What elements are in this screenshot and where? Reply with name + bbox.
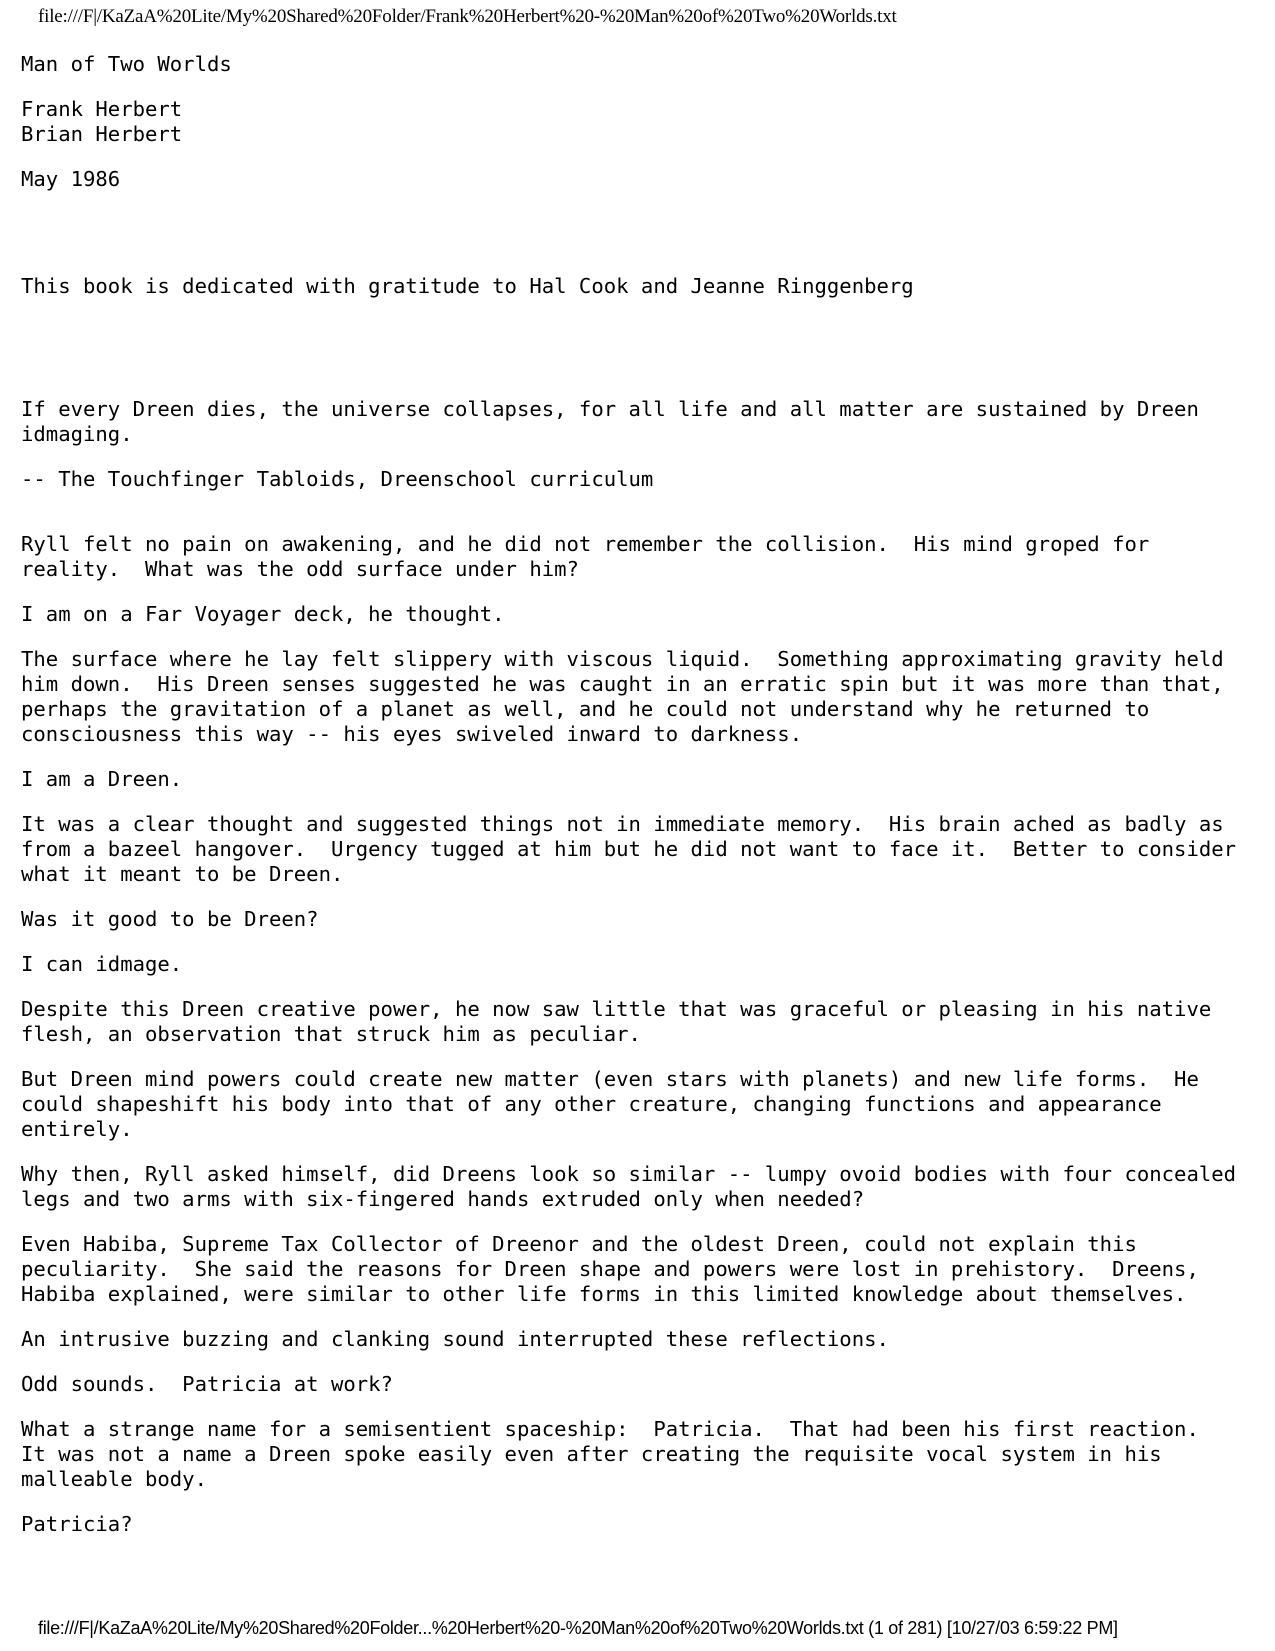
paragraph: The surface where he lay felt slippery with viscous liquid. Something approximating gravity held him down. His Dreen senses suggested he was caught in an erratic spin but it was more than that, perhaps the gravitation of a planet as well, and he could not understand why he returned to consciousness this way -- his eyes swiveled inward to darkness. xyxy=(21,647,1224,746)
paragraph: I am on a Far Voyager deck, he thought. xyxy=(21,602,505,626)
paragraph: It was a clear thought and suggested things not in immediate memory. His brain ached as badly as from a bazeel hangover. Urgency tugged at him but he did not want to face it. Better to consider what it meant to be Dreen. xyxy=(21,812,1237,886)
paragraph: Was it good to be Dreen? xyxy=(21,907,319,931)
paragraph: Even Habiba, Supreme Tax Collector of Dreenor and the oldest Dreen, could not explain this peculiarity. She said the reasons for Dreen shape and powers were lost in prehistory. Dreens, Habiba explained, were similar to other life forms in this limited knowledge about themselves. xyxy=(21,1232,1199,1306)
document-body xyxy=(21,52,1266,1557)
paragraph: Patricia? xyxy=(21,1512,133,1536)
paragraph: I am a Dreen. xyxy=(21,767,183,791)
footer-file-url: file:///F|/KaZaA%20Lite/My%20Shared%20Folder...%20Herbert%20-%20Man%20of%20Two%20Worlds.txt (1 of 281) [10/27/03 6:59:22 PM] xyxy=(38,1618,1118,1638)
epigraph-source: -- The Touchfinger Tabloids, Dreenschool curriculum xyxy=(21,467,654,491)
book-authors: Frank Herbert Brian Herbert xyxy=(21,97,183,146)
paragraph: Ryll felt no pain on awakening, and he did not remember the collision. His mind groped for reality. What was the odd surface under him? xyxy=(21,532,1150,581)
book-title: Man of Two Worlds xyxy=(21,52,232,76)
paragraph: Why then, Ryll asked himself, did Dreens look so similar -- lumpy ovoid bodies with four concealed legs and two arms with six-fingered hands extruded only when needed? xyxy=(21,1162,1237,1211)
paragraph: But Dreen mind powers could create new matter (even stars with planets) and new life forms. He could shapeshift his body into that of any other creature, changing functions and appearance entirely. xyxy=(21,1067,1199,1141)
publication-date: May 1986 xyxy=(21,167,121,191)
paragraph: Odd sounds. Patricia at work? xyxy=(21,1372,393,1396)
paragraph: An intrusive buzzing and clanking sound interrupted these reflections. xyxy=(21,1327,889,1351)
paragraph: Despite this Dreen creative power, he now saw little that was graceful or pleasing in his native flesh, an observation that struck him as peculiar. xyxy=(21,997,1212,1046)
header-file-url: file:///F|/KaZaA%20Lite/My%20Shared%20Folder/Frank%20Herbert%20-%20Man%20of%20Two%20Worlds.txt xyxy=(38,6,897,27)
epigraph: If every Dreen dies, the universe collapses, for all life and all matter are sustained by Dreen idmaging. xyxy=(21,397,1199,446)
paragraph: What a strange name for a semisentient spaceship: Patricia. That had been his first reaction. It was not a name a Dreen spoke easily even after creating the requisite vocal system in his malleable body. xyxy=(21,1417,1199,1491)
dedication: This book is dedicated with gratitude to Hal Cook and Jeanne Ringgenberg xyxy=(21,274,914,298)
paragraph: I can idmage. xyxy=(21,952,183,976)
